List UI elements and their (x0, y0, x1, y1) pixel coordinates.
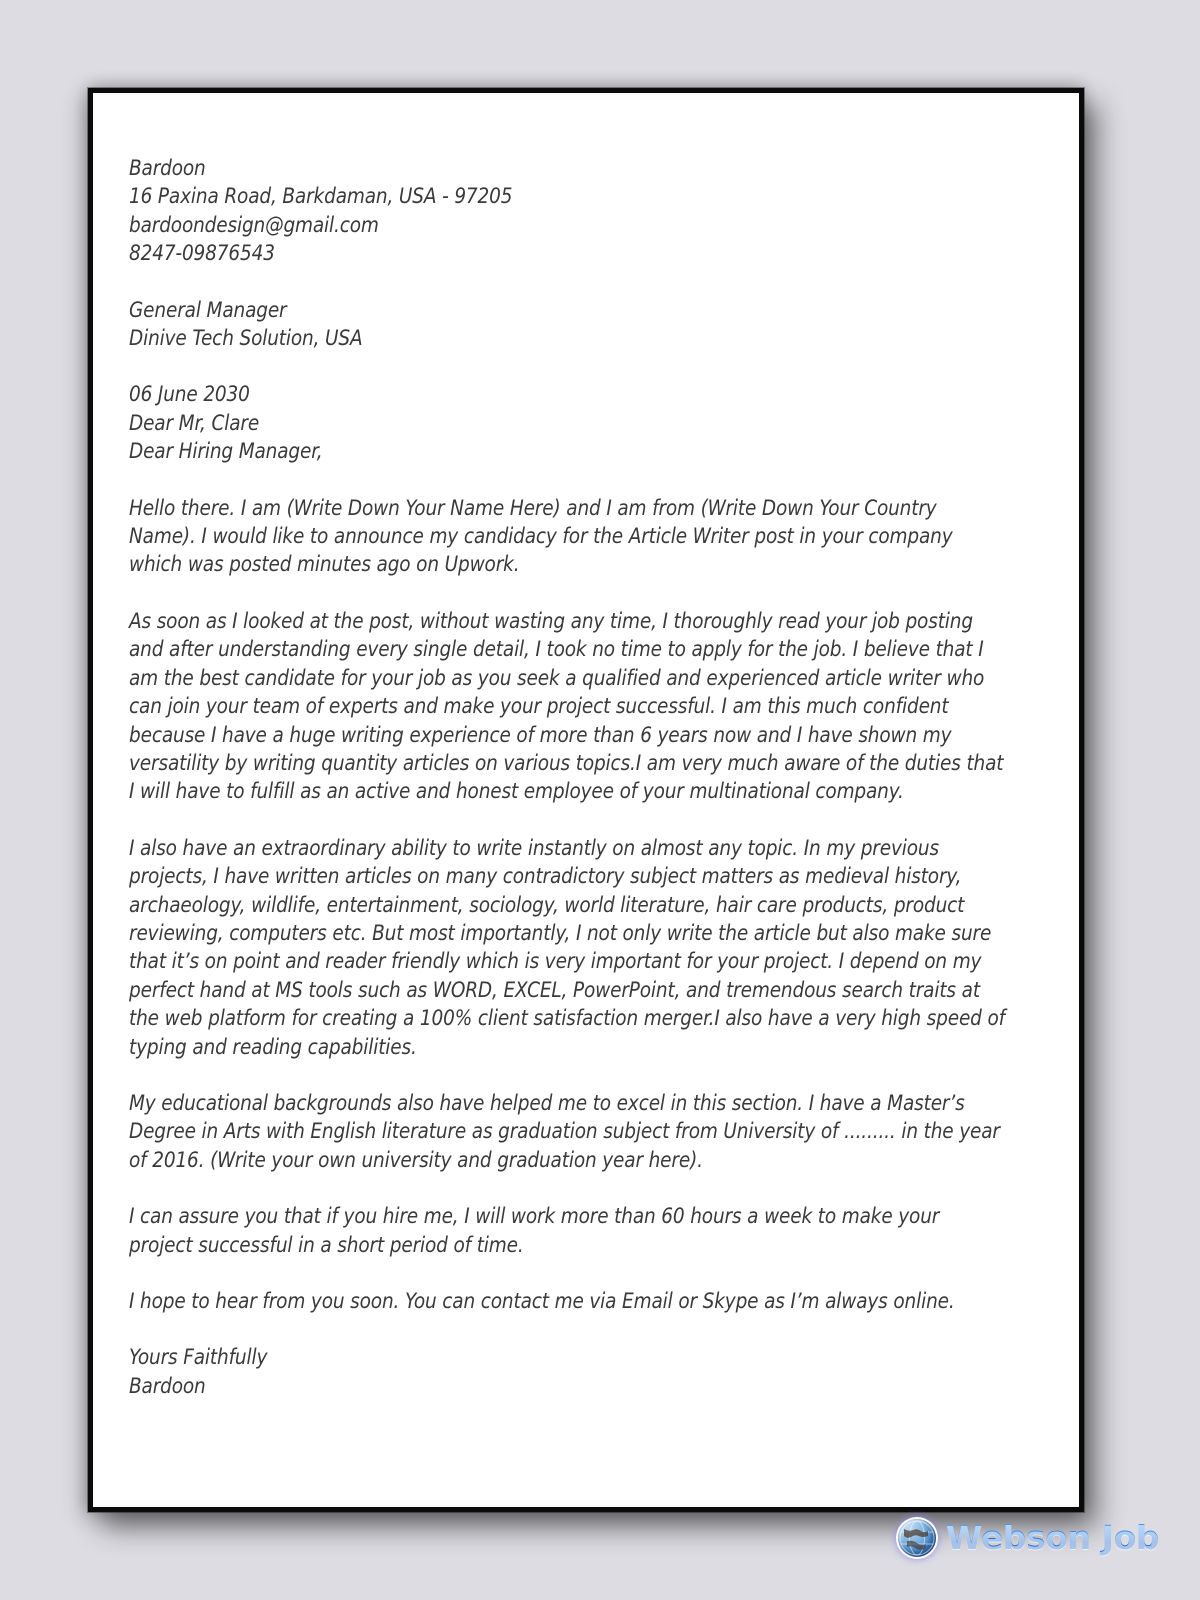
body-paragraph: I also have an extraordinary ability to write instantly on almost any topic. In my previous projects, I have written articles on many contradictory subject matters as medieval history, archaeology, wildlife, entertainment, sociology, world literature, hair care products, product reviewing, computers etc. But most importantly, I not only write the article but also make sure that it’s on point and reader friendly which is very important for your project. I depend on my perfect hand at MS tools such as WORD, EXCEL, PowerPoint, and tremendous search traits at the web platform for creating a 100% client satisfaction merger.I also have a very high speed of typing and reading capabilities. (129, 835, 1006, 1060)
sender-phone: 8247-09876543 (129, 241, 275, 267)
salutation-primary: Dear Mr, Clare (129, 410, 260, 436)
globe-icon (898, 1519, 936, 1557)
body-paragraph: Hello there. I am (Write Down Your Name Here) and I am from (Write Down Your Country Name). I would like to announce my candidacy for the Article Writer post in your company which was posted minutes ago on Upwork. (129, 495, 953, 578)
letter-date: 06 June 2030 (129, 382, 250, 408)
letter-page (88, 88, 1084, 1512)
brand-watermark (898, 1518, 1159, 1557)
recipient-title: General Manager (129, 297, 287, 323)
salutation-secondary: Dear Hiring Manager, (129, 439, 323, 465)
date-and-salutation-block (129, 381, 1008, 466)
signoff-name: Bardoon (129, 1373, 206, 1399)
body-paragraph: As soon as I looked at the post, without wasting any time, I thoroughly read your job posting and after understanding every single detail, I took no time to apply for the job. I believe that I am the best candidate for your job as you seek a qualified and experienced article writer who can join your team of experts and make your project successful. I am this much confident because I have a huge writing experience of more than 6 years now and I have shown my versatility by writing quantity articles on various topics.I am very much aware of the duties that I will have to fulfill as an active and honest employee of your multinational company. (129, 608, 1004, 805)
letter-content (129, 155, 1008, 1401)
sender-email: bardoondesign@gmail.com (129, 212, 379, 238)
sender-street-address: 16 Paxina Road, Barkdaman, USA - 97205 (129, 184, 513, 210)
sender-name: Bardoon (129, 156, 206, 181)
body-paragraph: I hope to hear from you soon. You can contact me via Email or Skype as I’m always online. (129, 1289, 955, 1314)
body-paragraph: My educational backgrounds also have helped me to excel in this section. I have a Master’s Degree in Arts with English literature as graduation subject from University of ......... in the year of 2016. (Write your own university and graduation year here). (129, 1090, 1000, 1173)
recipient-address-block (129, 297, 1008, 354)
recipient-company: Dinive Tech Solution, USA (129, 326, 363, 352)
brand-name: Webson Job (946, 1518, 1160, 1557)
signoff-closing: Yours Faithfully (129, 1345, 268, 1371)
body-paragraph: I can assure you that if you hire me, I will work more than 60 hours a week to make your project successful in a short period of time. (129, 1204, 940, 1258)
signoff-block (129, 1344, 1008, 1401)
sender-address-block (129, 155, 1008, 269)
